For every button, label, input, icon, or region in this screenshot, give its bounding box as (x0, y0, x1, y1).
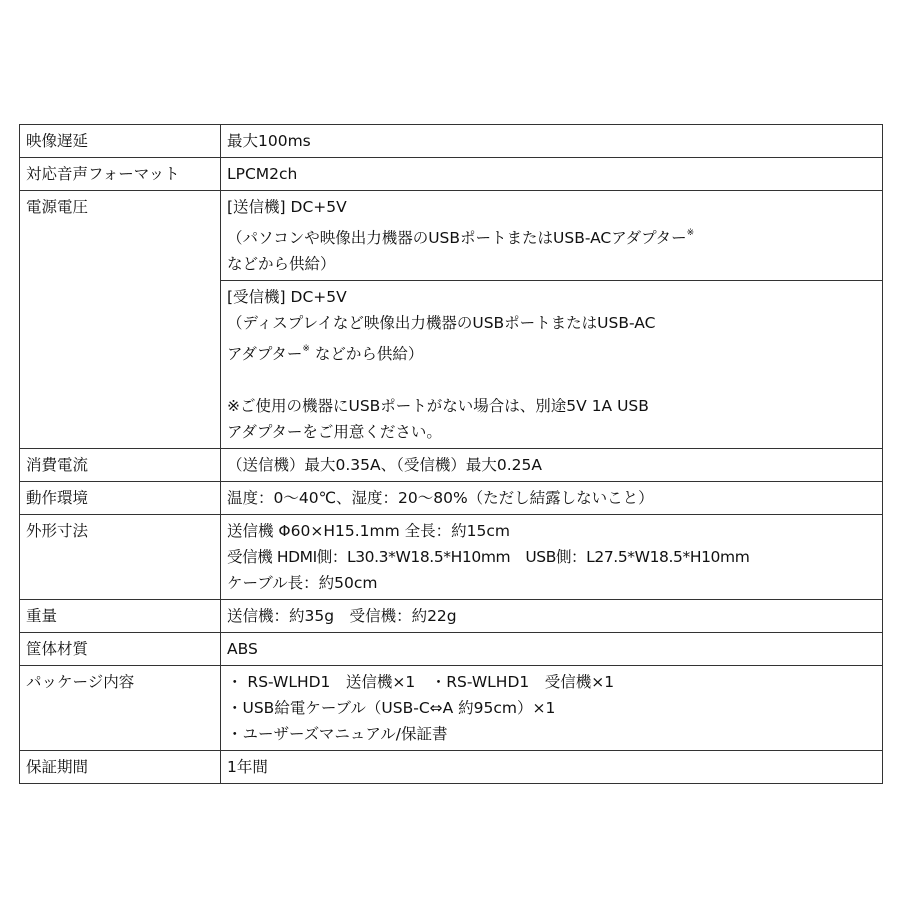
note-mark: ※ (686, 228, 695, 238)
row-label: 消費電流 (20, 449, 221, 482)
note-mark: ※ (302, 344, 310, 354)
row-label: 電源電圧 (20, 191, 221, 449)
row-environment (20, 482, 883, 515)
row-label: パッケージ内容 (20, 666, 221, 751)
value-line: [受信機] DC+5V (227, 288, 347, 306)
value-line: （送信機）最大0.35A、（受信機）最大0.25A (227, 456, 542, 474)
row-label: 映像遅延 (20, 125, 221, 158)
row-value-receiver (221, 281, 883, 449)
row-value-transmitter (221, 191, 883, 281)
row-warranty (20, 751, 883, 784)
row-value (221, 125, 883, 158)
row-value (221, 600, 883, 633)
value-line: 1年間 (227, 758, 268, 776)
row-label: 筐体材質 (20, 633, 221, 666)
row-material (20, 633, 883, 666)
value-line: ※ご使用の機器にUSBポートがない場合は、別途5V 1A USB (227, 397, 649, 415)
row-value (221, 515, 883, 600)
value-line: 送信機 Φ60×H15.1mm 全長：約15cm (227, 522, 510, 540)
row-value (221, 666, 883, 751)
value-line: 送信機：約35g 受信機：約22g (227, 607, 457, 625)
row-value (221, 482, 883, 515)
value-line: （ディスプレイなど映像出力機器のUSBポートまたはUSB-AC (227, 314, 656, 332)
value-text: などから供給） (309, 345, 424, 363)
row-current (20, 449, 883, 482)
row-dimensions (20, 515, 883, 600)
row-latency (20, 125, 883, 158)
value-line: ・ RS-WLHD1 送信機×1 ・RS-WLHD1 受信機×1 (227, 673, 615, 691)
row-audio-format (20, 158, 883, 191)
value-line: ケーブル長：約50cm (227, 574, 378, 592)
value-line (227, 336, 876, 367)
value-line: 温度：0～40℃、湿度：20～80%（ただし結露しないこと） (227, 489, 654, 507)
value-line: LPCM2ch (227, 165, 298, 183)
value-text: アダプター (227, 345, 303, 363)
row-label: 重量 (20, 600, 221, 633)
row-value (221, 449, 883, 482)
value-line: 最大100ms (227, 132, 311, 150)
value-line: ABS (227, 640, 258, 658)
value-line: [送信機] DC+5V (227, 198, 347, 216)
row-label: 外形寸法 (20, 515, 221, 600)
value-line: などから供給） (227, 255, 336, 273)
value-line: ・USB給電ケーブル（USB-C⇔A 約95cm）×1 (227, 699, 556, 717)
value-line (227, 220, 876, 251)
row-weight (20, 600, 883, 633)
spec-table (19, 124, 883, 784)
row-value (221, 751, 883, 784)
row-package (20, 666, 883, 751)
row-label: 対応音声フォーマット (20, 158, 221, 191)
row-value (221, 633, 883, 666)
row-label: 動作環境 (20, 482, 221, 515)
row-label: 保証期間 (20, 751, 221, 784)
value-text: （パソコンや映像出力機器のUSBポートまたはUSB-ACアダプター (227, 229, 687, 247)
row-power-tx (20, 191, 883, 281)
value-line: 受信機 HDMI側：L30.3*W18.5*H10mm USB側：L27.5*W18.5*H10mm (227, 548, 750, 566)
row-value (221, 158, 883, 191)
spacer (227, 367, 876, 393)
value-line: ・ユーザーズマニュアル/保証書 (227, 725, 448, 743)
value-line: アダプターをご用意ください。 (227, 423, 442, 441)
